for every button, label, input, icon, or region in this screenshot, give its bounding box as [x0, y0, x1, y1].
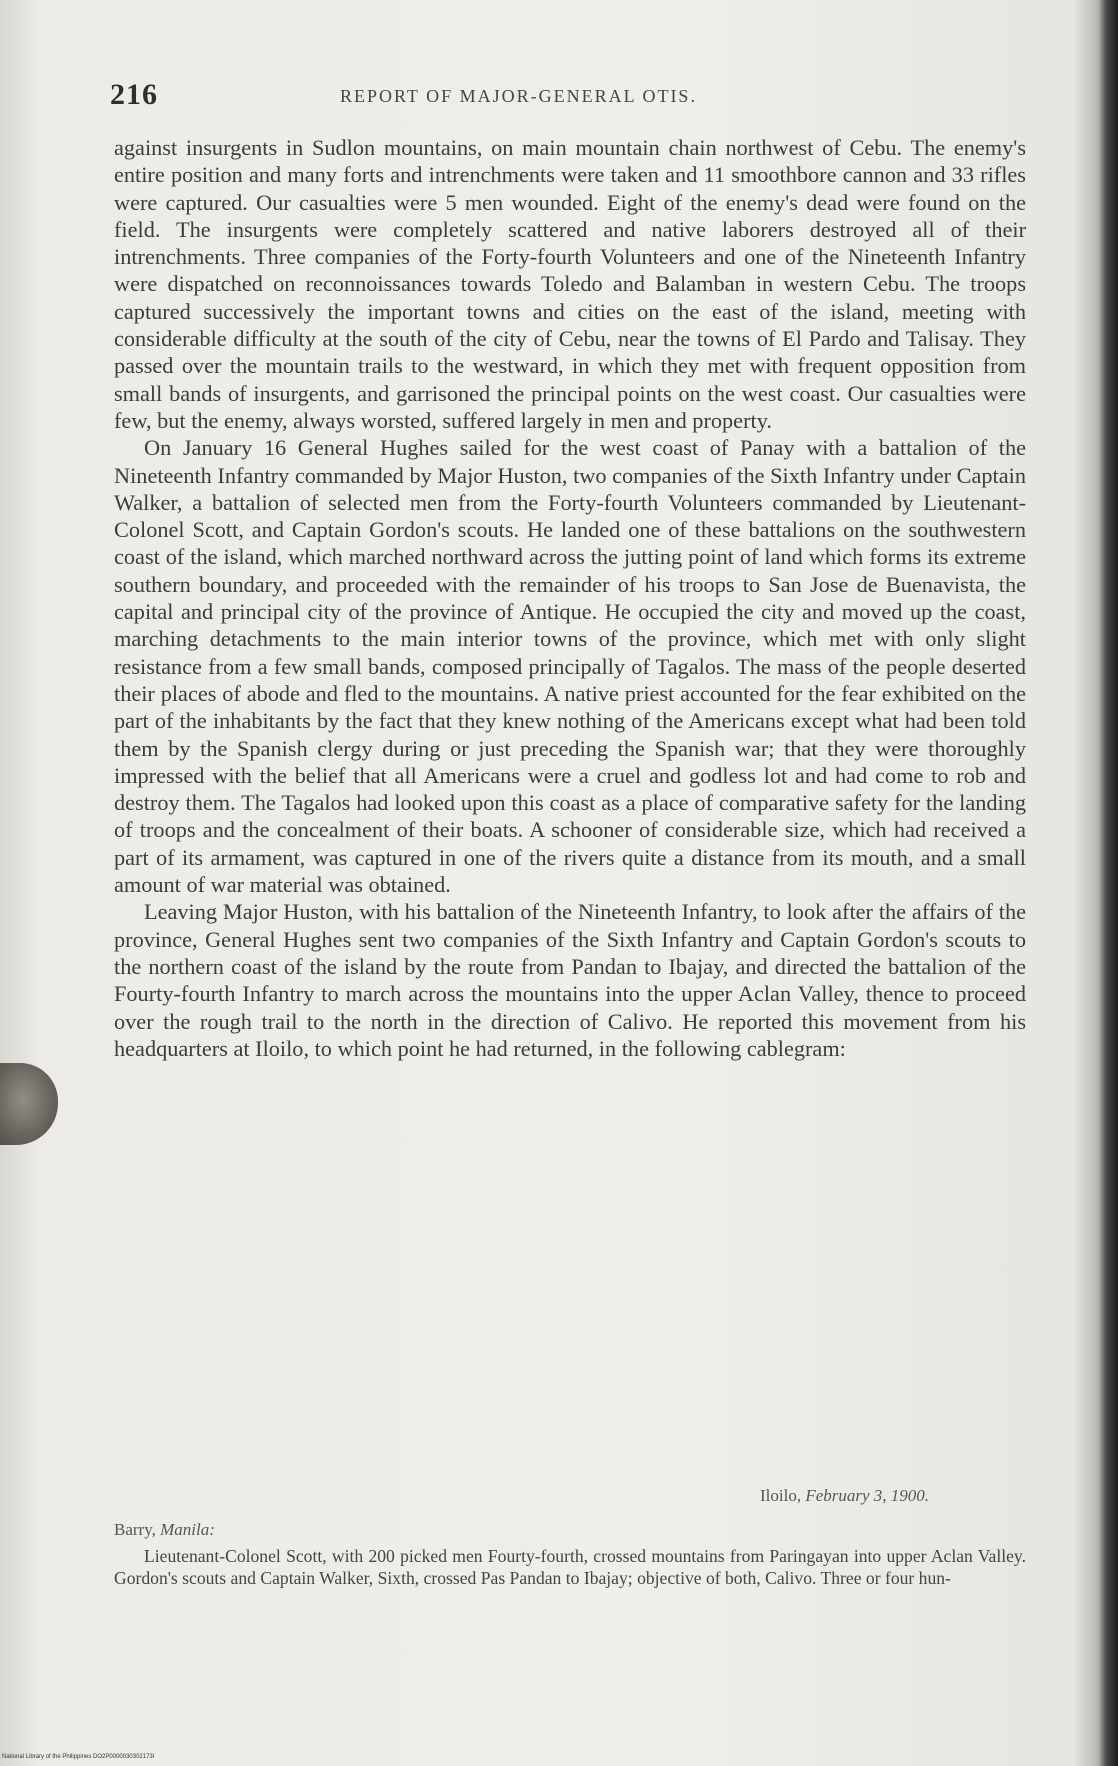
- body-text: [114, 134, 1026, 1062]
- cable-text: Lieutenant-Colonel Scott, with 200 picked men Fourty-fourth, crossed mountains from Paringayan into upper Aclan Valley. Gordon's scouts and Captain Walker, Sixth, crossed Pas Pandan to Ibajay; objective of both, Calivo. Three or four hun-: [114, 1546, 1026, 1588]
- paragraph-3: Leaving Major Huston, with his battalion of the Nineteenth Infantry, to look after the affairs of the province, General Hughes sent two companies of the Sixth Infantry and Captain Gordon's scouts to the northern coast of the island by the route from Pandan to Ibajay, and directed the battalion of the Fourty-fourth Infantry to march across the mountains into the upper Aclan Valley, thence to proceed over the rough trail to the north in the direction of Calivo. He reported this movement from his headquarters at Iloilo, to which point he had returned, in the following cablegram:: [114, 899, 1026, 1061]
- cable-dateline: [760, 1486, 929, 1506]
- running-head: REPORT OF MAJOR-GENERAL OTIS.: [340, 86, 697, 106]
- paragraph-2: On January 16 General Hughes sailed for the west coast of Panay with a battalion of the Nineteenth Infantry commanded by Major Huston, two companies of the Sixth Infantry under Captain Walker, a battalion of selected men from the Forty-fourth Volunteers commanded by Lieutenant-Colonel Scott, and Captain Gordon's scouts. He landed one of these battalions on the southwestern coast of the island, which marched northward across the jutting point of land which forms its extreme southern boundary, and proceeded with the remainder of his troops to San Jose de Buenavista, the capital and principal city of the province of Antique. He occupied the city and moved up the coast, marching detachments to the main interior towns of the province, which met with only slight resistance from a few small bands, composed principally of Tagalos. The mass of the people deserted their places of abode and fled to the mountains. A native priest accounted for the fear exhibited on the part of the inhabitants by the fact that they knew nothing of the Americans except what had been told them by the Spanish clergy during or just preceding the Spanish war; that they were thoroughly impressed with the belief that all Americans were a cruel and godless lot and had come to rob and destroy them. The Tagalos had looked upon this coast as a place of comparative safety for the landing of troops and the concealment of their boats. A schooner of considerable size, which had received a part of its armament, was captured in one of the rivers quite a distance from its mouth, and a small amount of war material was obtained.: [114, 435, 1026, 898]
- page-number: 216: [110, 78, 158, 111]
- cable-recipient-place: Manila:: [160, 1520, 215, 1539]
- scan-footer: National Library of the Philippines DO2P0000030302173I: [2, 1754, 155, 1760]
- paragraph-1: against insurgents in Sudlon mountains, on main mountain chain northwest of Cebu. The enemy's entire position and many forts and intrenchments were taken and 11 smoothbore cannon and 33 rifles were captured. Our casualties were 5 men wounded. Eight of the enemy's dead were found on the field. The insurgents were completely scattered and native laborers destroyed all of their intrenchments. Three companies of the Forty-fourth Volunteers and one of the Nineteenth Infantry were dispatched on reconnoissances towards Toledo and Balamban in western Cebu. The troops captured successively the important towns and cities on the east of the island, meeting with considerable difficulty at the south of the city of Cebu, near the towns of El Pardo and Talisay. They passed over the mountain trails to the westward, in which they met with frequent opposition from small bands of insurgents, and garrisoned the principal points on the west coast. Our casualties were few, but the enemy, always worsted, suffered largely in men and property.: [114, 135, 1026, 433]
- cable-recipient: Barry,: [114, 1520, 156, 1539]
- page-header: [110, 78, 1030, 118]
- cable-salutation: [114, 1520, 215, 1540]
- cable-date: February 3, 1900.: [805, 1486, 930, 1505]
- book-spine-shadow: [1100, 0, 1118, 1766]
- cable-place: Iloilo,: [760, 1486, 802, 1505]
